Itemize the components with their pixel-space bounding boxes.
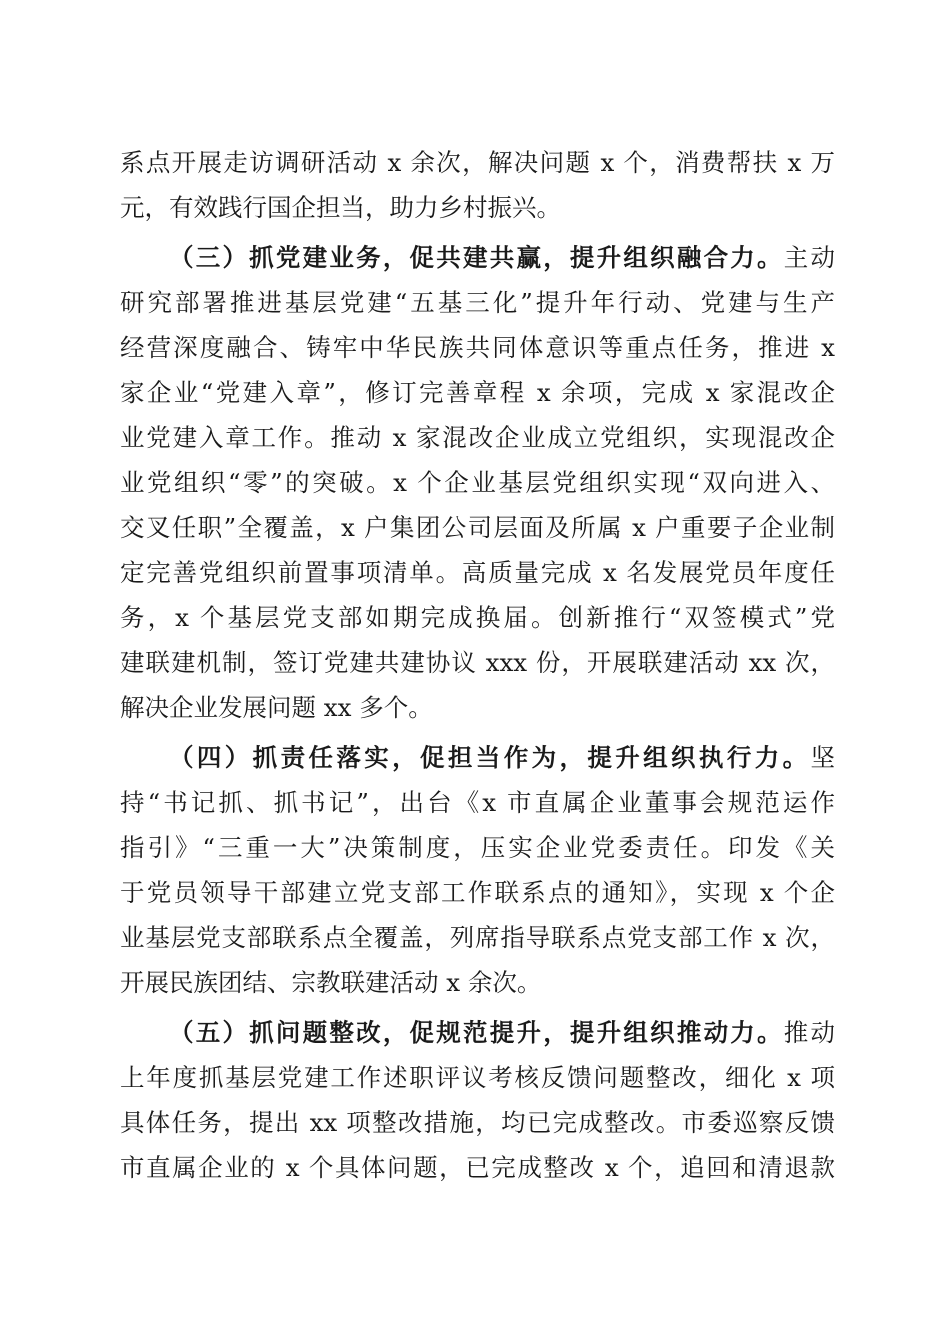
section-5-heading: （五）抓问题整改，促规范提升，提升组织推动力。	[169, 1018, 784, 1047]
paragraph-line: 业基层党支部联系点全覆盖，列席指导联系点党支部工作 x 次，	[120, 923, 835, 952]
paragraph-line: 业党组织“零”的突破。x 个企业基层党组织实现“双向进入、	[120, 468, 835, 497]
paragraph-text: 推动	[783, 1018, 836, 1047]
section-4-heading: （四）抓责任落实，促担当作为，提升组织执行力。	[169, 743, 811, 772]
paragraph-line: 研究部署推进基层党建“五基三化”提升年行动、党建与生产	[120, 288, 835, 317]
paragraph-line: 指引》“三重一大”决策制度，压实企业党委责任。印发《关	[120, 833, 835, 862]
intro-paragraph	[120, 140, 835, 230]
paragraph-line: 解决企业发展问题 xx 多个。	[120, 693, 433, 722]
paragraph-line: 系点开展走访调研活动 x 余次，解决问题 x 个，消费帮扶 x 万	[120, 148, 835, 177]
paragraph-line: 定完善党组织前置事项清单。高质量完成 x 名发展党员年度任	[120, 558, 835, 587]
paragraph-line: 务，x 个基层党支部如期完成换届。创新推行“双签模式”党	[120, 603, 835, 632]
section-3-paragraph	[120, 235, 835, 730]
section-4-paragraph	[120, 735, 835, 1005]
section-3-heading: （三）抓党建业务，促共建共赢，提升组织融合力。	[169, 243, 784, 272]
paragraph-first-line	[120, 735, 835, 780]
paragraph-line: 市直属企业的 x 个具体问题，已完成整改 x 个，追回和清退款	[120, 1153, 835, 1182]
paragraph-line: 具体任务，提出 xx 项整改措施，均已完成整改。市委巡察反馈	[120, 1108, 835, 1137]
section-5-paragraph	[120, 1010, 835, 1190]
paragraph-line: 于党员领导干部建立党支部工作联系点的通知》，实现 x 个企	[120, 878, 835, 907]
paragraph-first-line	[120, 235, 835, 280]
paragraph-line: 业党建入章工作。推动 x 家混改企业成立党组织，实现混改企	[120, 423, 835, 452]
paragraph-line: 上年度抓基层党建工作述职评议考核反馈问题整改，细化 x 项	[120, 1063, 835, 1092]
paragraph-line: 开展民族团结、宗教联建活动 x 余次。	[120, 968, 542, 997]
paragraph-line: 建联建机制，签订党建共建协议 xxx 份，开展联建活动 xx 次，	[120, 648, 835, 677]
paragraph-line: 交叉任职”全覆盖，x 户集团公司层面及所属 x 户重要子企业制	[120, 513, 835, 542]
document-page	[120, 140, 835, 1190]
paragraph-text: 主动	[783, 243, 836, 272]
paragraph-line: 家企业“党建入章”，修订完善章程 x 余项，完成 x 家混改企	[120, 378, 835, 407]
paragraph-line: 经营深度融合、铸牢中华民族共同体意识等重点任务，推进 x	[120, 333, 835, 362]
paragraph-line: 元，有效践行国企担当，助力乡村振兴。	[120, 193, 561, 222]
paragraph-text: 坚	[810, 743, 835, 772]
paragraph-first-line	[120, 1010, 835, 1055]
paragraph-line: 持“书记抓、抓书记”，出台《x 市直属企业董事会规范运作	[120, 788, 835, 817]
